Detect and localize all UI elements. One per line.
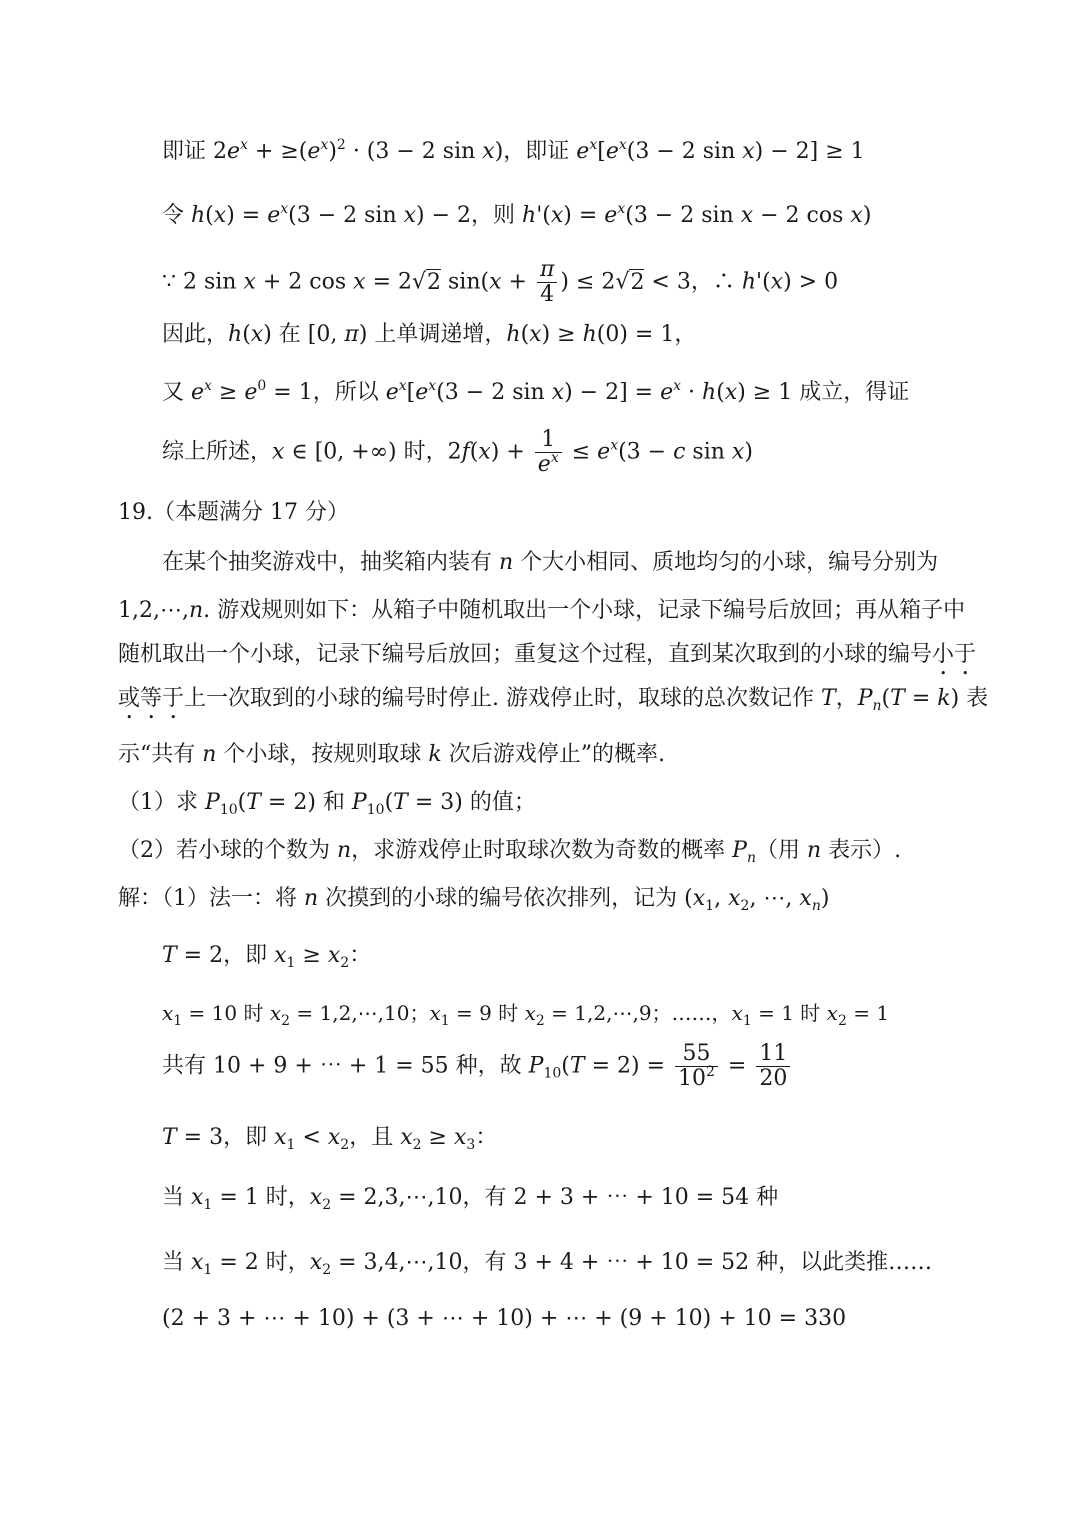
question-heading: 19.（本题满分 17 分） xyxy=(118,500,349,525)
text-line: 综上所述，x ∈ [0, +∞) 时，2f(x) + $\frac{1}{e^x}$ ≤ $e^x(3 - c$ sin x) xyxy=(162,427,753,477)
text-line: (2 + 3 + ⋯ + 10) + (3 + ⋯ + 10) + ⋯ + (9 + 10) + 10 = 330 xyxy=(162,1306,847,1331)
text-line: 即证 $2e^x + \ge(e^x)^2 \cdot (3 - 2$ sin x)，即证 $e^x[e^x(3 - 2$ sin x) − 2] ≥ 1 xyxy=(162,137,865,164)
solution-start: 解：（1）法一：将 n 次摸到的小球的编号依次排列，记为 ($x_1$, $x_2$, ⋯, $x_n$) xyxy=(118,886,830,914)
text-line: T = 2，即 $x_1 \ge x_2$： xyxy=(162,943,372,971)
text-line: 令 $h(x) = e^x(3 - 2$ sin x) − 2，则 $h'(x) = e^x(3 - 2$ sin x − 2 cos x) xyxy=(162,201,872,228)
text-line: 当 $x_1 = 1$ 时，$x_2$ = 2,3,⋯,10，有 2 + 3 + ⋯ + 10 = 54 种 xyxy=(162,1185,779,1213)
text-line: 又 $e^x \ge e^0 = 1$，所以 $e^x[e^x(3 - 2$ $\sin x) - 2] = e^x \cdot h(x) \ge 1$ 成立，得证 xyxy=(162,378,910,405)
text-line: 示“共有 n 个小球，按规则取球 k 次后游戏停止”的概率. xyxy=(118,742,665,767)
text-line: 共有 10 + 9 + ⋯ + 1 = 55 种，故 $P_{10}(T = 2)$ = $\frac{55}{10^2}$ = $\frac{11}{20}$ xyxy=(162,1042,793,1091)
text-line: 当 $x_1 = 2$ 时，$x_2$ = 3,4,⋯,10，有 3 + 4 + ⋯ + 10 = 52 种，以此类推…… xyxy=(162,1250,933,1278)
text-line: 随机取出一个小球，记录下编号后放回；重复这个过程，直到某次取到的小球的编号小于 xyxy=(118,642,977,667)
text-line: $x_1 = 10$ 时 $x_2$ = 1,2,⋯,10；$x_1 = 9$ 时 $x_2$ = 1,2,⋯,9；……，$x_1 = 1$ 时 $x_2 = 1$ xyxy=(162,1001,890,1029)
text-line: 1,2,⋯,n. 游戏规则如下：从箱子中随机取出一个小球，记录下编号后放回；再从箱子中 xyxy=(118,598,966,623)
sub-question-1: （1）求 $P_{10}(T = 2)$ 和 $P_{10}(T = 3)$ 的值； xyxy=(118,790,536,818)
text-line: ∵ 2 sin x + 2 cos x = 2√2 sin(x + $\frac{\pi}{4}$ ) ≤ 2√2 < 3，∴ h'(x) > 0 xyxy=(162,257,839,307)
text-line: T = 3，即 $x_1 < x_2$，且 $x_2 \ge x_3$： xyxy=(162,1125,498,1153)
text-line: 或等于上一次取到的小球的编号时停止. 游戏停止时，取球的总次数记作 T，$P_n(T = k)$ 表 xyxy=(118,686,989,714)
text-line: 在某个抽奖游戏中，抽奖箱内装有 n 个大小相同、质地均匀的小球，编号分别为 xyxy=(162,550,939,575)
sub-question-2: （2）若小球的个数为 n，求游戏停止时取球次数为奇数的概率 $P_n$（用 n 表示）. xyxy=(118,838,902,866)
text-line: 因此，h(x) 在 [0, π) 上单调递增，h(x) ≥ h(0) = 1， xyxy=(162,322,697,347)
